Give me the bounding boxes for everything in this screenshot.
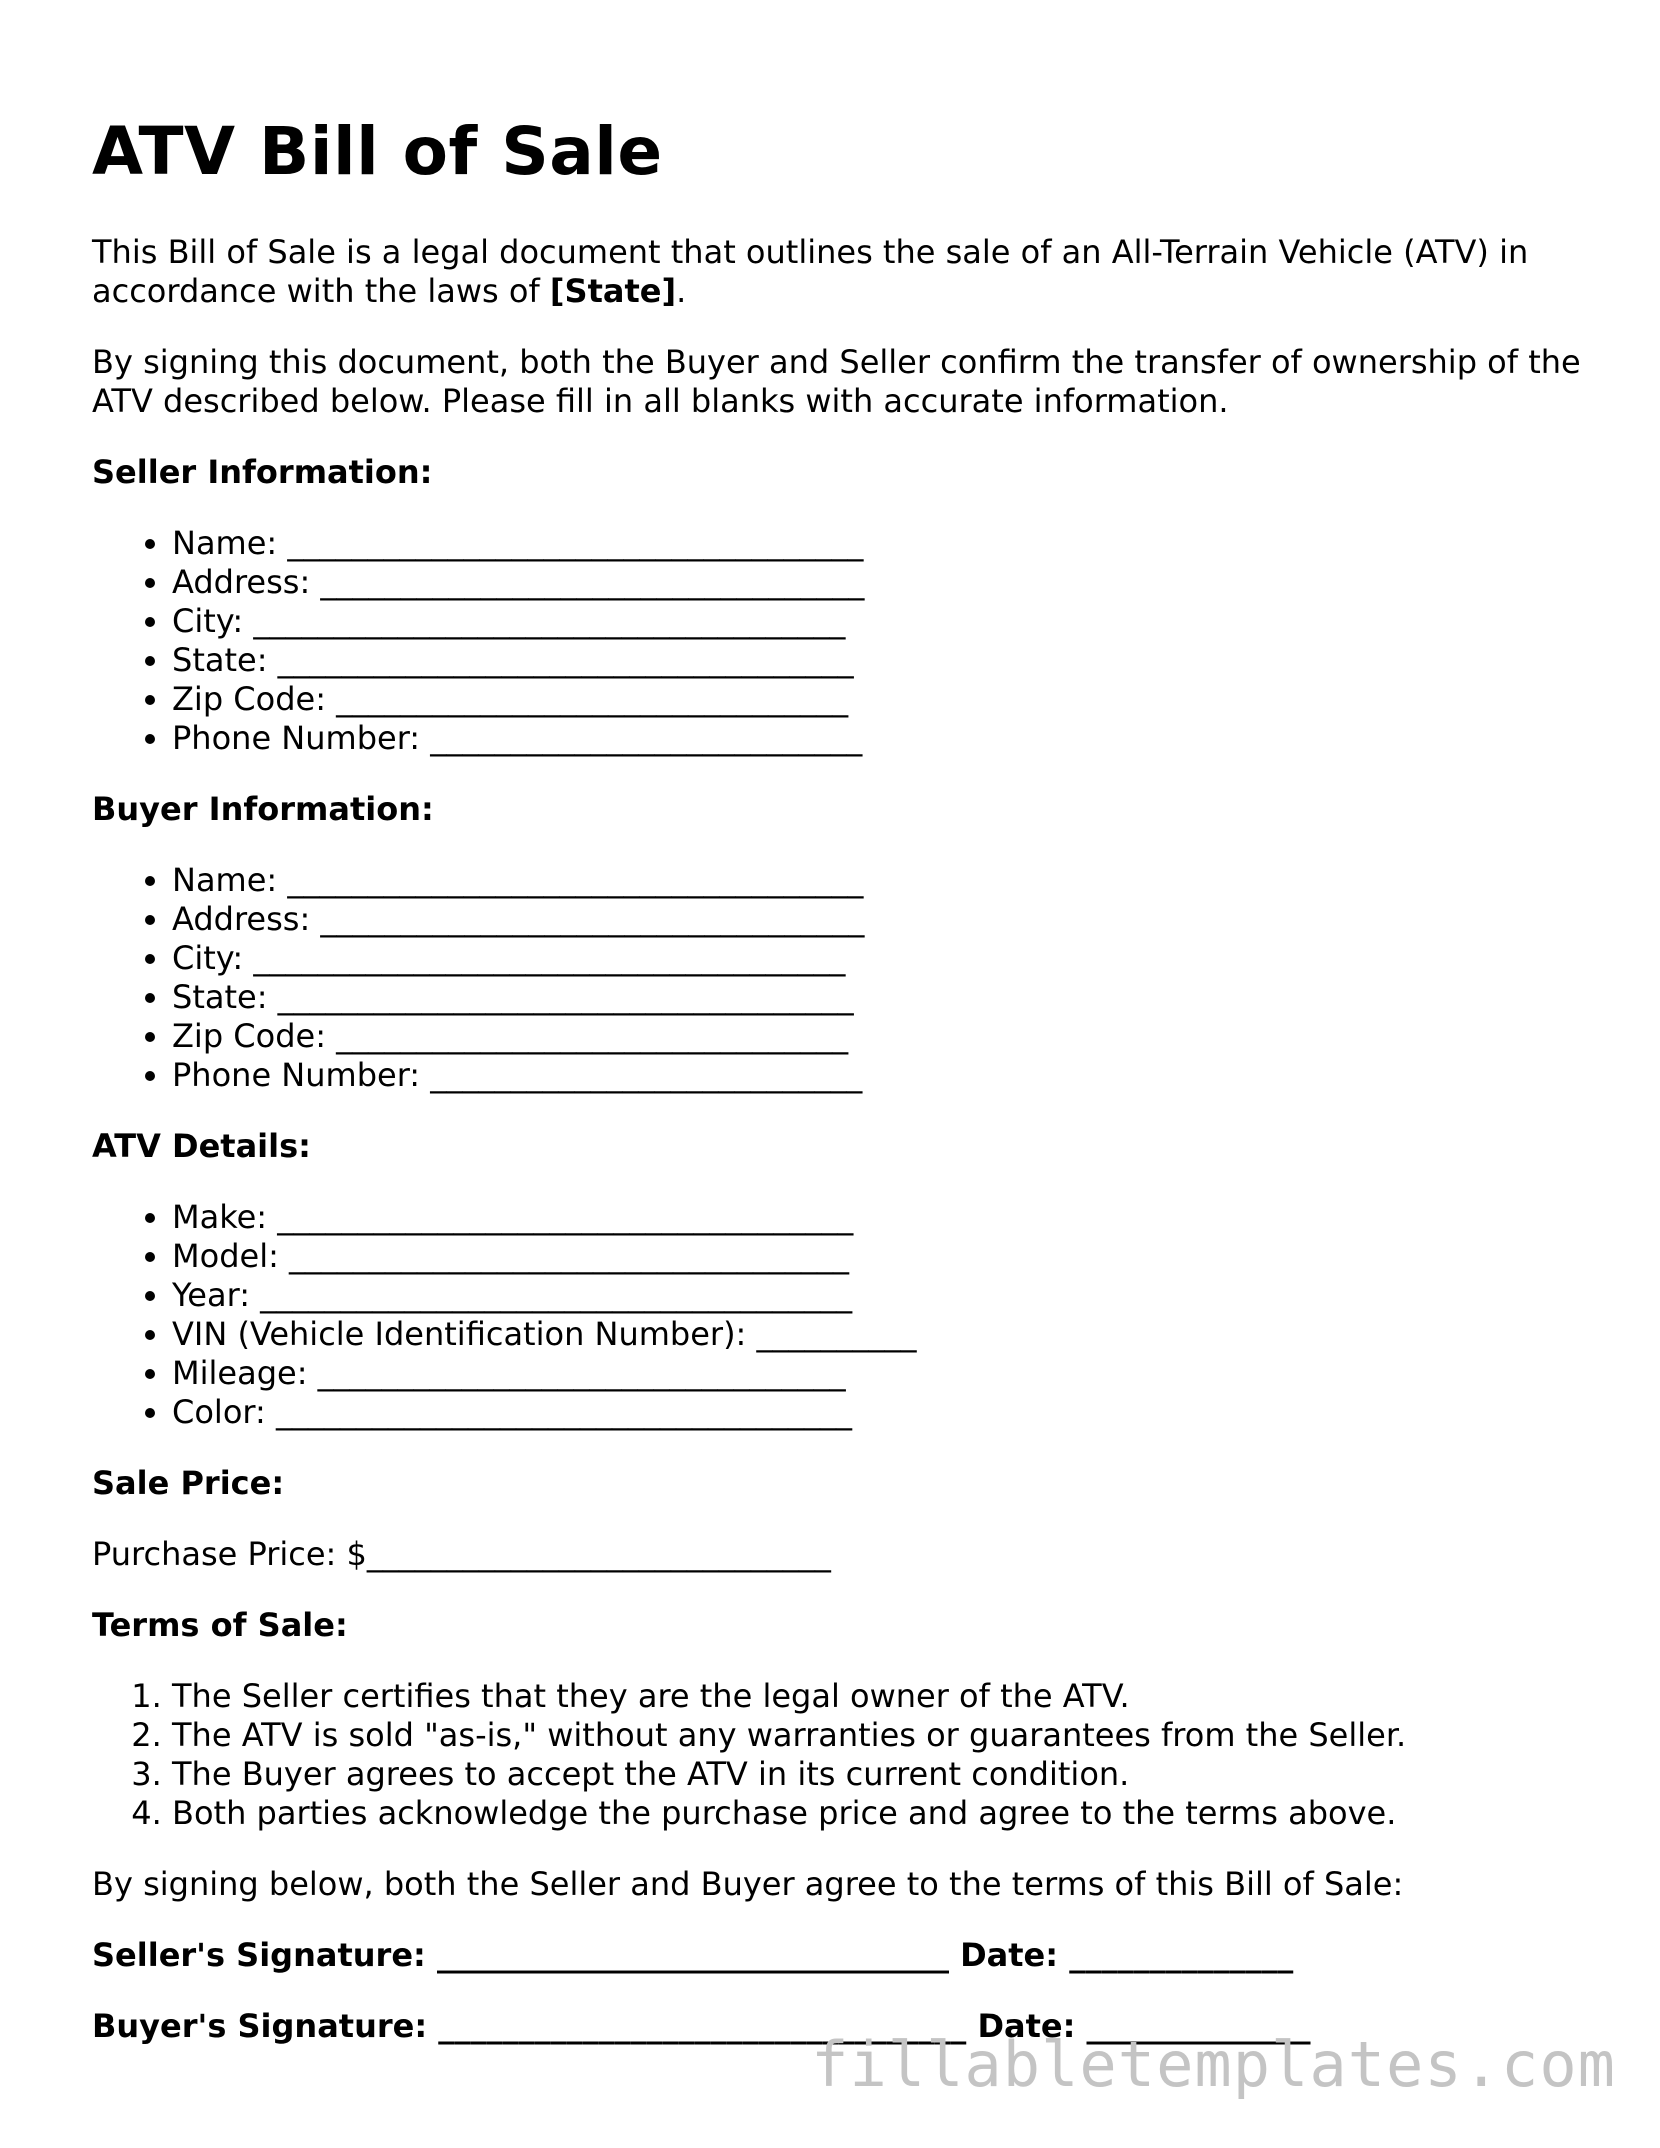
atv-model-field[interactable]: • Model: ___________________________________ bbox=[172, 1237, 1592, 1276]
atv-year-field[interactable]: • Year: _____________________________________ bbox=[172, 1276, 1592, 1315]
terms-list bbox=[92, 1677, 1592, 1833]
term-item: 3. The Buyer agrees to accept the ATV in its current condition. bbox=[172, 1755, 1592, 1794]
atv-make-field[interactable]: • Make: ____________________________________ bbox=[172, 1198, 1592, 1237]
term-item: 2. The ATV is sold "as-is," without any warranties or guarantees from the Seller. bbox=[172, 1716, 1592, 1755]
seller-city-field[interactable]: • City: _____________________________________ bbox=[172, 602, 1592, 641]
document bbox=[92, 112, 1592, 2078]
atv-color-field[interactable]: • Color: ____________________________________ bbox=[172, 1393, 1592, 1432]
term-item: 4. Both parties acknowledge the purchase price and agree to the terms above. bbox=[172, 1794, 1592, 1833]
seller-phone-field[interactable]: • Phone Number: ___________________________ bbox=[172, 719, 1592, 758]
seller-name-field[interactable]: • Name: ____________________________________ bbox=[172, 524, 1592, 563]
seller-state-field[interactable]: • State: ____________________________________ bbox=[172, 641, 1592, 680]
intro-text: This Bill of Sale is a legal document that outlines the sale of an All-Terrain Vehicle (ATV) in accordance with the laws of bbox=[92, 233, 1529, 311]
seller-signature-line[interactable]: Seller's Signature: ________________________________ Date: ______________ bbox=[92, 1936, 1294, 1975]
buyer-phone-field[interactable]: • Phone Number: ___________________________ bbox=[172, 1056, 1592, 1095]
buyer-state-field[interactable]: • State: ____________________________________ bbox=[172, 978, 1592, 1017]
intro-end: . bbox=[676, 272, 687, 311]
atv-mileage-field[interactable]: • Mileage: _________________________________ bbox=[172, 1354, 1592, 1393]
confirm-paragraph: By signing this document, both the Buyer and Seller confirm the transfer of ownership of the ATV described below. Please fill in all blanks with accurate information. bbox=[92, 343, 1581, 421]
page-title: ATV Bill of Sale bbox=[92, 113, 663, 190]
seller-zip-field[interactable]: • Zip Code: ________________________________ bbox=[172, 680, 1592, 719]
term-item: 1. The Seller certifies that they are the legal owner of the ATV. bbox=[172, 1677, 1592, 1716]
agree-paragraph: By signing below, both the Seller and Buyer agree to the terms of this Bill of Sale: bbox=[92, 1865, 1404, 1904]
buyer-address-field[interactable]: • Address: __________________________________ bbox=[172, 900, 1592, 939]
atv-list bbox=[92, 1198, 1592, 1432]
purchase-price-field[interactable]: Purchase Price: $_____________________________ bbox=[92, 1535, 831, 1574]
atv-heading: ATV Details: bbox=[92, 1127, 311, 1166]
atv-vin-field[interactable]: • VIN (Vehicle Identification Number): __________ bbox=[172, 1315, 1592, 1354]
seller-list bbox=[92, 524, 1592, 758]
buyer-list bbox=[92, 861, 1592, 1095]
buyer-heading: Buyer Information: bbox=[92, 790, 434, 829]
buyer-name-field[interactable]: • Name: ____________________________________ bbox=[172, 861, 1592, 900]
terms-heading: Terms of Sale: bbox=[92, 1606, 348, 1645]
buyer-zip-field[interactable]: • Zip Code: ________________________________ bbox=[172, 1017, 1592, 1056]
price-heading: Sale Price: bbox=[92, 1464, 285, 1503]
seller-heading: Seller Information: bbox=[92, 453, 433, 492]
buyer-signature-line[interactable]: Buyer's Signature: _________________________________ Date: ______________ bbox=[92, 2007, 1311, 2046]
intro-paragraph bbox=[92, 233, 1592, 311]
buyer-city-field[interactable]: • City: _____________________________________ bbox=[172, 939, 1592, 978]
seller-address-field[interactable]: • Address: __________________________________ bbox=[172, 563, 1592, 602]
state-placeholder: [State] bbox=[549, 272, 677, 311]
watermark: fillabletemplates.com bbox=[811, 2028, 1616, 2101]
